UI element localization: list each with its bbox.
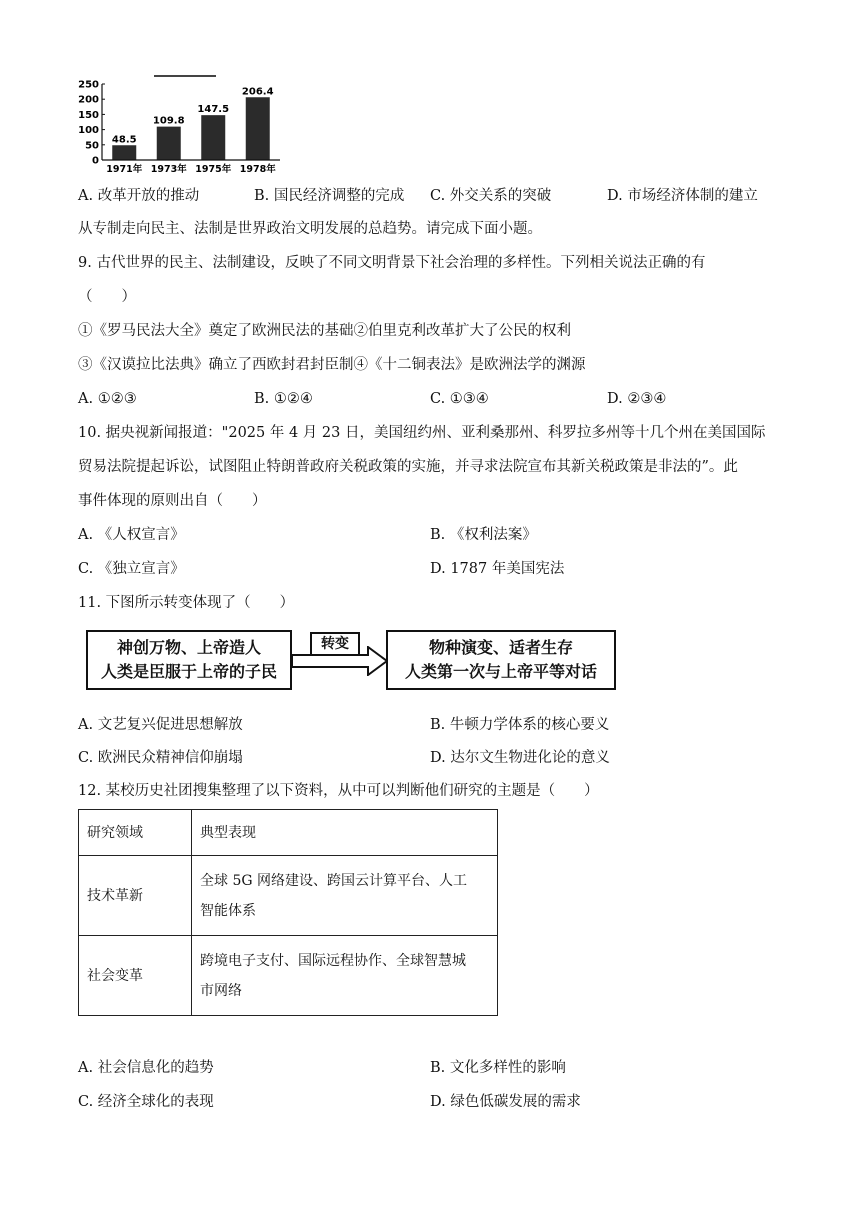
- x-tick-label: 1975年: [195, 164, 232, 175]
- table-cell-line: 全球 5G 网络建设、跨国云计算平台、人工: [200, 872, 467, 889]
- x-tick-label: 1973年: [150, 164, 187, 175]
- bar: [246, 97, 270, 160]
- q8-option-a[interactable]: A. 改革开放的推动: [78, 188, 200, 204]
- q12-option-c[interactable]: C. 经济全球化的表现: [78, 1094, 214, 1110]
- table-header-cell: 典型表现: [192, 810, 498, 856]
- q11-option-a[interactable]: A. 文艺复兴促进思想解放: [78, 717, 243, 733]
- bar-value-label: 48.5: [111, 134, 137, 146]
- table-header-cell: 研究领域: [79, 810, 192, 856]
- table-cell: 技术革新: [79, 856, 192, 936]
- x-tick-label: 1978年: [239, 164, 276, 175]
- q9-item-line2: ③《汉谟拉比法典》确立了西欧封君封臣制④《十二铜表法》是欧洲法学的渊源: [78, 357, 586, 373]
- section-intro: 从专制走向民主、法制是世界政治文明发展的总趋势。请完成下面小题。: [78, 221, 542, 237]
- q8-option-c[interactable]: C. 外交关系的突破: [430, 188, 552, 204]
- q12-stem: 12. 某校历史社团搜集整理了以下资料，从中可以判断他们研究的主题是（ ）: [78, 783, 599, 799]
- table-row: [79, 856, 498, 936]
- flow-before-line1: 神创万物、上帝造人: [116, 638, 261, 657]
- table-row: [79, 936, 498, 1016]
- q10-option-c[interactable]: C. 《独立宣言》: [78, 561, 185, 577]
- q8-option-d[interactable]: D. 市场经济体制的建立: [607, 188, 758, 204]
- q12-table: [78, 809, 498, 1016]
- q9-item-line1: ①《罗马民法大全》奠定了欧洲民法的基础②伯里克利改革扩大了公民的权利: [78, 323, 571, 339]
- y-tick-label: 200: [78, 94, 99, 106]
- bar: [201, 115, 225, 160]
- y-tick-label: 0: [92, 155, 99, 167]
- table-cell-line: 跨境电子支付、国际远程协作、全球智慧城: [200, 952, 466, 969]
- bar-value-label: 147.5: [197, 104, 230, 116]
- flow-before-line2: 人类是臣服于上帝的子民: [100, 662, 277, 681]
- q8-option-b[interactable]: B. 国民经济调整的完成: [254, 188, 405, 204]
- q10-option-d[interactable]: D. 1787 年美国宪法: [430, 561, 565, 577]
- q11-stem: 11. 下图所示转变体现了（ ）: [78, 595, 295, 611]
- table-header-row: [79, 810, 498, 856]
- y-tick-label: 150: [78, 109, 99, 121]
- q10-stem-line2: 贸易法院提起诉讼，试图阻止特朗普政府关税政策的实施，并寻求法院宣布其新关税政策是非法的”。此: [78, 459, 738, 475]
- q10-option-a[interactable]: A. 《人权宣言》: [78, 527, 185, 543]
- table-cell: 社会变革: [79, 936, 192, 1016]
- q9-option-a[interactable]: A. ①②③: [78, 391, 137, 407]
- table-cell-line: 智能体系: [200, 902, 256, 919]
- table-cell: [192, 856, 498, 936]
- q9-option-d[interactable]: D. ②③④: [607, 391, 667, 407]
- flow-tag-change: 转变: [310, 632, 360, 656]
- bar: [112, 145, 136, 160]
- q10-stem-line3: 事件体现的原则出自（ ）: [78, 493, 267, 509]
- q11-option-d[interactable]: D. 达尔文生物进化论的意义: [430, 750, 610, 766]
- flow-after-line2: 人类第一次与上帝平等对话: [404, 662, 597, 681]
- q10-option-b[interactable]: B. 《权利法案》: [430, 527, 537, 543]
- flow-after-line1: 物种演变、适者生存: [428, 638, 573, 657]
- table-cell-line: 市网络: [200, 982, 242, 999]
- y-tick-label: 100: [78, 125, 99, 137]
- y-tick-label: 250: [78, 79, 99, 91]
- table-cell: [192, 936, 498, 1016]
- q12-option-d[interactable]: D. 绿色低碳发展的需求: [430, 1094, 581, 1110]
- q12-option-a[interactable]: A. 社会信息化的趋势: [78, 1060, 214, 1076]
- flow-box-after: [386, 630, 616, 690]
- q9-stem: 9. 古代世界的民主、法制建设，反映了不同文明背景下社会治理的多样性。下列相关说法正确的有: [78, 255, 706, 271]
- bar-value-label: 109.8: [152, 115, 185, 127]
- flow-box-before: [86, 630, 292, 690]
- q9-bracket: （ ）: [78, 289, 136, 305]
- q12-option-b[interactable]: B. 文化多样性的影响: [430, 1060, 566, 1076]
- q11-option-c[interactable]: C. 欧洲民众精神信仰崩塌: [78, 750, 243, 766]
- q9-option-c[interactable]: C. ①③④: [430, 391, 489, 407]
- bar-value-label: 206.4: [241, 86, 274, 98]
- x-tick-label: 1971年: [106, 164, 143, 175]
- q10-stem-line1: 10. 据央视新闻报道："2025 年 4 月 23 日，美国纽约州、亚利桑那州、科罗拉多州等十几个州在美国国际: [78, 425, 766, 441]
- bar: [157, 127, 181, 160]
- y-tick-label: 50: [85, 140, 99, 152]
- bar-chart: [76, 74, 282, 176]
- q9-option-b[interactable]: B. ①②④: [254, 391, 313, 407]
- q11-option-b[interactable]: B. 牛顿力学体系的核心要义: [430, 717, 610, 733]
